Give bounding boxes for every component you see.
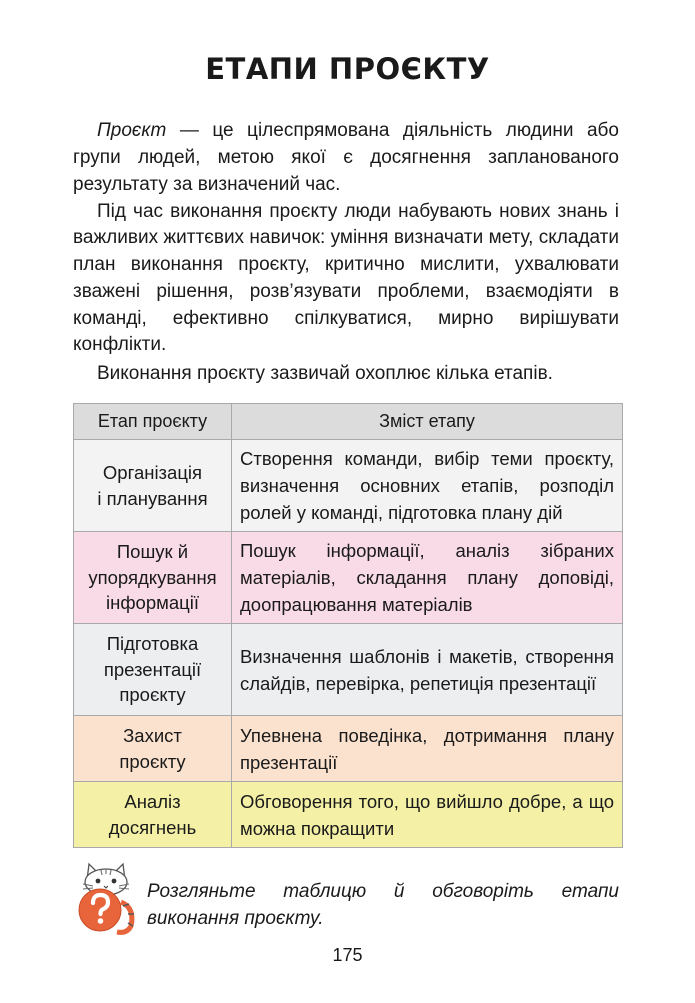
stage-line: проєкту (119, 684, 186, 706)
content-cell: Пошук інформації, аналіз зібраних матеріалів, складання плану доповіді, доопрацювання матеріалів (232, 532, 623, 624)
stage-line: Підготовка (106, 633, 199, 655)
stage-line: інформації (106, 592, 199, 614)
stages-intro-paragraph: Виконання проєкту зазвичай охоплює кілька етапів. (97, 363, 553, 384)
table-row (74, 440, 623, 532)
page-number: 175 (332, 945, 363, 965)
stage-line: Захист (123, 725, 182, 746)
content-cell: Створення команди, вибір теми проєкту, визначення основних етапів, розподіл ролей у команді, підготовка плану дій (232, 440, 623, 532)
stage-line: досягнень (108, 816, 197, 838)
stage-line: і планування (97, 487, 208, 509)
content-cell: Обговорення того, що вийшло добре, а що можна покращити (232, 782, 623, 848)
stage-line: проєкту (119, 750, 186, 772)
stage-line: Організація (102, 462, 203, 483)
intro-paragraph (73, 118, 619, 198)
stage-cell (74, 624, 232, 716)
stage-line: упорядкування (88, 566, 217, 588)
page-title: ЕТАПИ ПРОЄКТУ (205, 52, 490, 86)
stage-cell (74, 716, 232, 782)
cat-question-icon (73, 858, 141, 936)
table-row (74, 782, 623, 848)
stage-line: Пошук й (116, 541, 189, 563)
stage-cell (74, 440, 232, 532)
discussion-task (73, 858, 633, 938)
header-stage: Етап проєкту (74, 404, 232, 440)
skills-paragraph: Під час виконання проєкту люди набувають нових знань і важливих життєвих навичок: уміння визначати мету, складати план виконання проєкту, критично мислити, ухвалювати зважені рішення, розв’язувати проблеми, взаємодіяти в команді, ефективно спілкуватися, мирно вирішувати конфлікти. (73, 200, 619, 356)
table-row (74, 532, 623, 624)
stage-line: Аналіз (124, 791, 181, 812)
content-cell: Визначення шаблонів і макетів, створення слайдів, перевірка, репетиція презентації (232, 624, 623, 716)
table-row (74, 624, 623, 716)
stage-cell (74, 532, 232, 624)
intro-definition: — це цілеспрямована діяльність людини або групи людей, метою якої є досягнення запланованого результату за визначений час. (73, 120, 619, 195)
content-cell: Упевнена поведінка, дотримання плану презентації (232, 716, 623, 782)
table-header-row (74, 404, 623, 440)
project-stages-table (73, 403, 623, 848)
stage-cell (74, 782, 232, 848)
discussion-text: Розгляньте таблицю й обговоріть етапи виконання проєкту. (147, 881, 619, 929)
table-row (74, 716, 623, 782)
term-project: Проєкт (97, 120, 167, 141)
stage-line: презентації (103, 658, 202, 680)
header-content: Зміст етапу (232, 404, 623, 440)
